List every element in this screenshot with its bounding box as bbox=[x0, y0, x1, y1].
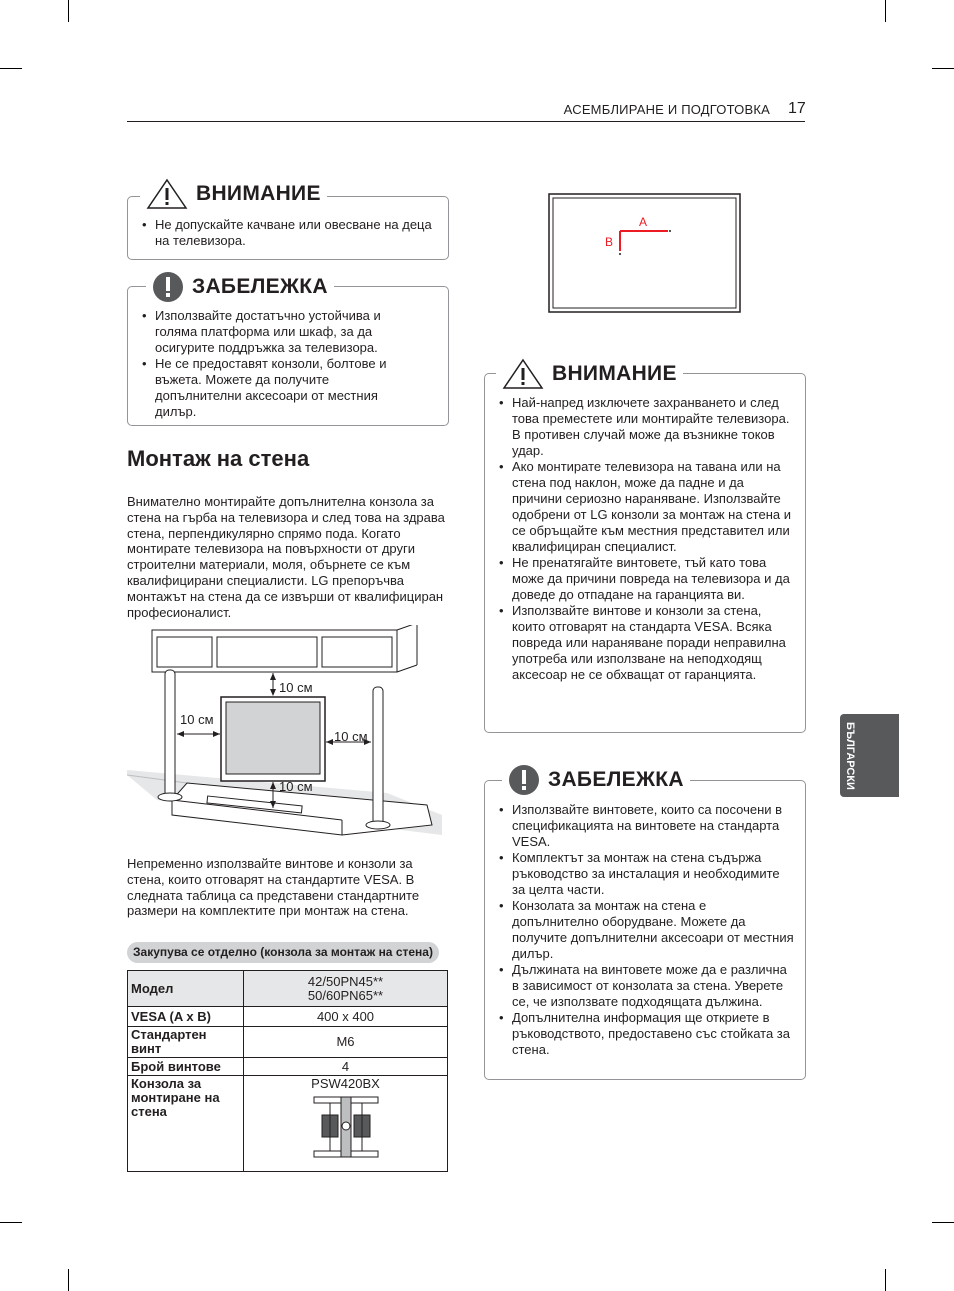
note-title: ЗАБЕЛЕЖКА bbox=[548, 768, 684, 791]
vesa-label-b: B bbox=[605, 235, 614, 249]
table-key: Стандартен винт bbox=[128, 1027, 244, 1058]
table-value: PSW420BX bbox=[311, 1076, 380, 1091]
crop-mark bbox=[932, 1222, 954, 1223]
exclamation-circle-icon bbox=[508, 764, 540, 796]
caution-box-right bbox=[484, 373, 806, 733]
clearance-left-label: 10 см bbox=[180, 712, 214, 727]
wall-bracket-image bbox=[310, 1093, 382, 1163]
intro-paragraph: Внимателно монтирайте допълнителна конзола за стена на гърба на телевизора и след това на здрава стена, перпендикулярно спрямо пода. Когато монтирате телевизора на повърхности от други строителни материали, моля, обърнете се към квалифицирани специалисти. LG препоръчва монтажът на стена да се извърши от квалифициран професионалист. bbox=[127, 494, 445, 620]
table-value: 400 x 400 bbox=[244, 1007, 448, 1027]
table-value: M6 bbox=[244, 1027, 448, 1058]
note-item: • Допълнителна информация ще откриете в ръководството, предоставено със стойката за стена. bbox=[495, 1010, 795, 1058]
vesa-diagram bbox=[548, 193, 741, 313]
crop-mark bbox=[68, 1269, 69, 1291]
table-value: 42/50PN45** 50/60PN65** bbox=[244, 971, 448, 1007]
note-item: • Конзолата за монтаж на стена е допълнително оборудване. Можете да получите допълнителни аксесоари от местния дилър. bbox=[495, 898, 795, 962]
section-heading: Монтаж на стена bbox=[127, 446, 310, 471]
table-key: Модел bbox=[128, 971, 244, 1007]
caution-heading-left bbox=[140, 176, 327, 212]
table-row bbox=[128, 1027, 448, 1058]
caution-heading-right bbox=[496, 356, 683, 392]
clearance-diagram bbox=[127, 625, 443, 840]
caution-item: • Не допускайте качване или овесване на деца на телевизора. bbox=[138, 217, 438, 249]
crop-mark bbox=[0, 1222, 22, 1223]
clearance-right-label: 10 см bbox=[334, 729, 368, 744]
table-key: VESA (A x B) bbox=[128, 1007, 244, 1027]
note-box-right bbox=[484, 780, 806, 1080]
warning-triangle-icon bbox=[502, 358, 544, 390]
table-value-cell bbox=[244, 1076, 448, 1172]
crop-mark bbox=[885, 0, 886, 22]
table-value: 4 bbox=[244, 1058, 448, 1076]
page-number: 17 bbox=[788, 100, 806, 117]
language-tab-label: БЪЛГАРСКИ bbox=[844, 721, 856, 790]
table-row bbox=[128, 1007, 448, 1027]
crop-mark bbox=[885, 1269, 886, 1291]
table-row bbox=[128, 1058, 448, 1076]
vesa-paragraph: Непременно използвайте винтове и конзоли за стена, които отговарят на стандартите VESA. В следната таблица са представени стандартните размери на комплектите при монтаж на стена. bbox=[127, 856, 420, 919]
crop-mark bbox=[68, 0, 69, 22]
table-caption: Закупува се отделно (конзола за монтаж на стена) bbox=[127, 942, 439, 963]
caution-item: • Използвайте винтове и конзоли за стена, които отговарят на стандарта VESA. Всяка повреда или нараняване поради неправилна употреба или използване на неподходящ аксесоар не се обхващат от гаранцията. bbox=[495, 603, 795, 683]
clearance-bottom-label: 10 см bbox=[279, 779, 313, 794]
exclamation-circle-icon bbox=[152, 271, 184, 303]
note-heading-right bbox=[502, 762, 690, 798]
warning-triangle-icon bbox=[146, 178, 188, 210]
note-heading-left bbox=[146, 269, 334, 305]
table-key: Конзола за монтиране на стена bbox=[128, 1076, 244, 1172]
note-item: • Дължината на винтовете може да е различна в зависимост от конзолата за стена. Уверете се, че използвате подходящата дължина. bbox=[495, 962, 795, 1010]
section-title: АСЕМБЛИРАНЕ И ПОДГОТОВКА bbox=[563, 102, 770, 117]
note-item: • Използвайте винтовете, които са посочени в спецификацията на винтовете на стандарта VESA. bbox=[495, 802, 795, 850]
caution-item: • Не пренатягайте винтовете, тъй като това може да причини повреда на телевизора и да доведе до отпадане на гаранцията ви. bbox=[495, 555, 795, 603]
table-row bbox=[128, 1076, 448, 1172]
header-rule bbox=[127, 121, 805, 122]
caution-title: ВНИМАНИЕ bbox=[196, 182, 321, 205]
vesa-label-a: A bbox=[639, 215, 648, 229]
table-key: Брой винтове bbox=[128, 1058, 244, 1076]
caution-item: • Най-напред изключете захранването и след това преместете или монтирайте телевизора. В противен случай може да възникне токов удар. bbox=[495, 395, 795, 459]
note-item: • Не се предоставят конзоли, болтове и въжета. Можете да получите допълнителни аксесоари от местния дилър. bbox=[138, 356, 403, 420]
table-row bbox=[128, 971, 448, 1007]
spec-table bbox=[127, 970, 448, 1172]
crop-mark bbox=[0, 68, 22, 69]
caution-title: ВНИМАНИЕ bbox=[552, 362, 677, 385]
clearance-top-label: 10 см bbox=[279, 680, 313, 695]
note-item: • Използвайте достатъчно устойчива и голяма платформа или шкаф, за да осигурите поддръжка за телевизора. bbox=[138, 308, 403, 356]
note-box-left bbox=[127, 286, 449, 426]
crop-mark bbox=[932, 68, 954, 69]
note-title: ЗАБЕЛЕЖКА bbox=[192, 275, 328, 298]
note-item: • Комплектът за монтаж на стена съдържа ръководство за инсталация и необходимите за целта части. bbox=[495, 850, 795, 898]
caution-item: • Ако монтирате телевизора на тавана или на стена под наклон, може да падне и да причини сериозно нараняване. Използвайте одобрени от LG конзоли за монтаж на стена и се обръщайте към местния представител или квалифициран специалист. bbox=[495, 459, 795, 555]
